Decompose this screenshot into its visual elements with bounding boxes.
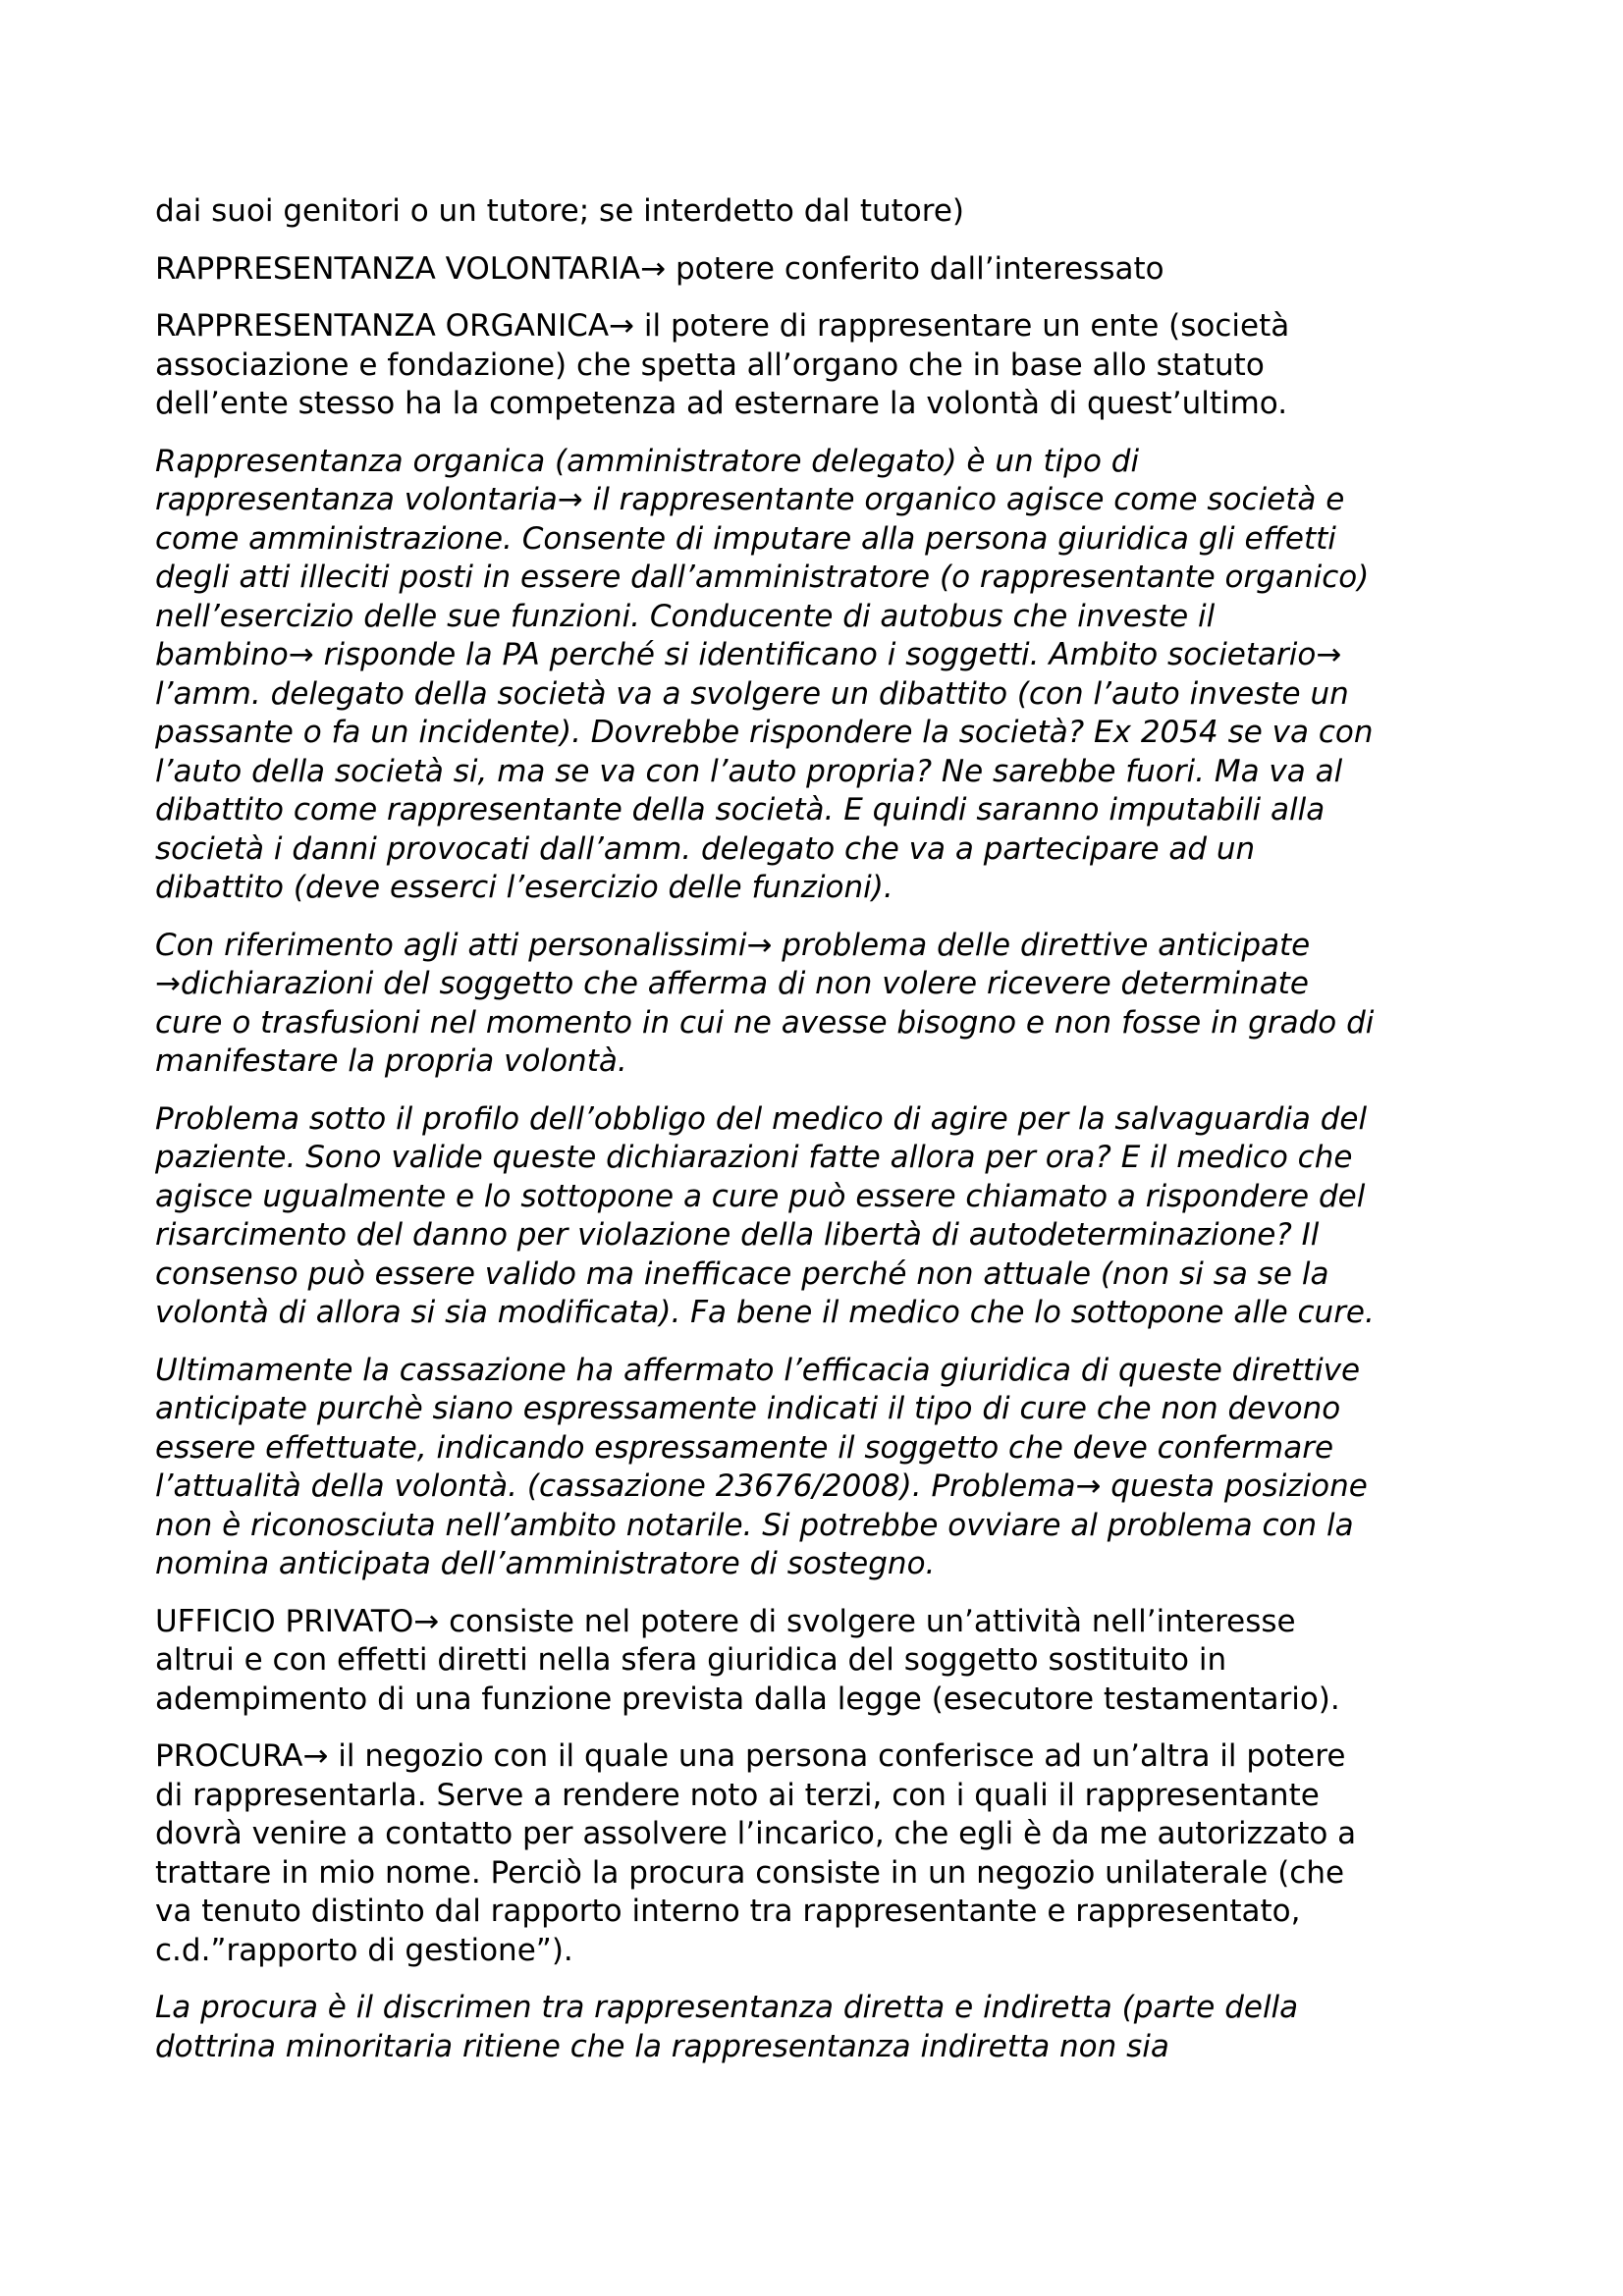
text-line: l’auto della società si, ma se va con l’auto propria? Ne sarebbe fuori. Ma va al bbox=[155, 753, 1343, 789]
text-line: l’amm. delegato della società va a svolgere un dibattito (con l’auto investe un bbox=[155, 675, 1349, 712]
paragraph-9 bbox=[155, 1737, 1490, 1970]
text-line: volontà di allora si sia modificata). Fa bene il medico che lo sottopone alle cure. bbox=[155, 1295, 1375, 1330]
text-line: Con riferimento agli atti personalissimi→ problema delle direttive anticipate bbox=[155, 927, 1311, 963]
text-line: degli atti illeciti posti in essere dall’amministratore (o rappresentante organico) bbox=[155, 560, 1370, 595]
paragraph-8 bbox=[155, 1603, 1490, 1720]
text-line: dottrina minoritaria ritiene che la rappresentanza indiretta non sia bbox=[155, 2028, 1169, 2064]
text-line: risarcimento del danno per violazione della libertà di autodeterminazione? Il bbox=[155, 1217, 1320, 1253]
paragraph-6 bbox=[155, 1100, 1490, 1333]
text-line: trattare in mio nome. Perciò la procura consiste in un negozio unilaterale (che bbox=[155, 1854, 1345, 1891]
paragraph-10 bbox=[155, 1989, 1490, 2066]
text-line: nell’esercizio delle sue funzioni. Conducente di autobus che investe il bbox=[155, 598, 1216, 634]
text-line: RAPPRESENTANZA ORGANICA→ il potere di rappresentare un ente (società bbox=[155, 308, 1290, 344]
text-line: paziente. Sono valide queste dichiarazioni fatte allora per ora? E il medico che bbox=[155, 1140, 1353, 1175]
text-line: anticipate purchè siano espressamente indicati il tipo di cure che non devono bbox=[155, 1391, 1341, 1426]
text-line: l’attualità della volontà. (cassazione 23676/2008). Problema→ questa posizione bbox=[155, 1468, 1368, 1504]
text-line: passante o fa un incidente). Dovrebbe rispondere la società? Ex 2054 se va con bbox=[155, 715, 1374, 750]
text-line: di rappresentarla. Serve a rendere noto ai terzi, con i quali il rappresentante bbox=[155, 1777, 1320, 1813]
text-line: Rappresentanza organica (amministratore delegato) è un tipo di bbox=[155, 443, 1140, 479]
text-line: Problema sotto il profilo dell’obbligo del medico di agire per la salvaguardia del bbox=[155, 1100, 1368, 1137]
text-line: La procura è il discrimen tra rappresentanza diretta e indiretta (parte della bbox=[155, 1990, 1299, 2025]
text-line: PROCURA→ il negozio con il quale una persona conferisce ad un’altra il potere bbox=[155, 1738, 1346, 1774]
text-line: c.d.”rapporto di gestione”). bbox=[155, 1932, 573, 1968]
paragraph-3 bbox=[155, 307, 1490, 424]
text-line: UFFICIO PRIVATO→ consiste nel potere di svolgere un’attività nell’interesse bbox=[155, 1603, 1296, 1639]
text-line: nomina anticipata dell’amministratore di sostegno. bbox=[155, 1546, 936, 1581]
text-line: va tenuto distinto dal rapporto interno tra rappresentante e rappresentato, bbox=[155, 1894, 1301, 1929]
paragraph-2 bbox=[155, 250, 1490, 290]
text-line: dai suoi genitori o un tutore; se interdetto dal tutore) bbox=[155, 193, 964, 229]
document-page bbox=[155, 192, 1490, 2085]
text-line: altrui e con effetti diretti nella sfera giuridica del soggetto sostituito in bbox=[155, 1642, 1227, 1678]
text-line: Ultimamente la cassazione ha affermato l’efficacia giuridica di queste direttive bbox=[155, 1352, 1361, 1388]
text-line: adempimento di una funzione prevista dalla legge (esecutore testamentario). bbox=[155, 1681, 1340, 1717]
text-line: rappresentanza volontaria→ il rappresentante organico agisce come società e bbox=[155, 482, 1345, 517]
paragraph-7 bbox=[155, 1352, 1490, 1584]
paragraph-4 bbox=[155, 443, 1490, 908]
text-line: dell’ente stesso ha la competenza ad esternare la volontà di quest’ultimo. bbox=[155, 386, 1288, 421]
paragraph-5 bbox=[155, 927, 1490, 1082]
text-line: associazione e fondazione) che spetta all’organo che in base allo statuto bbox=[155, 347, 1265, 383]
text-line: dibattito (deve esserci l’esercizio delle funzioni). bbox=[155, 870, 893, 905]
text-line: →dichiarazioni del soggetto che afferma di non volere ricevere determinate bbox=[155, 966, 1309, 1001]
text-line: dibattito come rappresentante della società. E quindi saranno imputabili alla bbox=[155, 792, 1325, 828]
text-line: come amministrazione. Consente di imputare alla persona giuridica gli effetti bbox=[155, 520, 1336, 557]
text-line: cure o trasfusioni nel momento in cui ne avesse bisogno e non fosse in grado di bbox=[155, 1004, 1375, 1041]
text-line: manifestare la propria volontà. bbox=[155, 1043, 627, 1079]
text-line: RAPPRESENTANZA VOLONTARIA→ potere conferito dall’interessato bbox=[155, 250, 1164, 287]
text-line: società i danni provocati dall’amm. delegato che va a partecipare ad un bbox=[155, 830, 1256, 867]
text-line: agisce ugualmente e lo sottopone a cure può essere chiamato a rispondere del bbox=[155, 1178, 1366, 1214]
text-line: bambino→ risponde la PA perché si identificano i soggetti. Ambito societario→ bbox=[155, 637, 1342, 672]
text-line: dovrà venire a contatto per assolvere l’incarico, che egli è da me autorizzato a bbox=[155, 1816, 1357, 1851]
text-line: essere effettuate, indicando espressamente il soggetto che deve confermare bbox=[155, 1429, 1334, 1466]
paragraph-1 bbox=[155, 192, 1490, 232]
text-line: consenso può essere valido ma inefficace perché non attuale (non si sa se la bbox=[155, 1255, 1329, 1292]
text-line: non è riconosciuta nell’ambito notarile. Si potrebbe ovviare al problema con la bbox=[155, 1507, 1354, 1543]
